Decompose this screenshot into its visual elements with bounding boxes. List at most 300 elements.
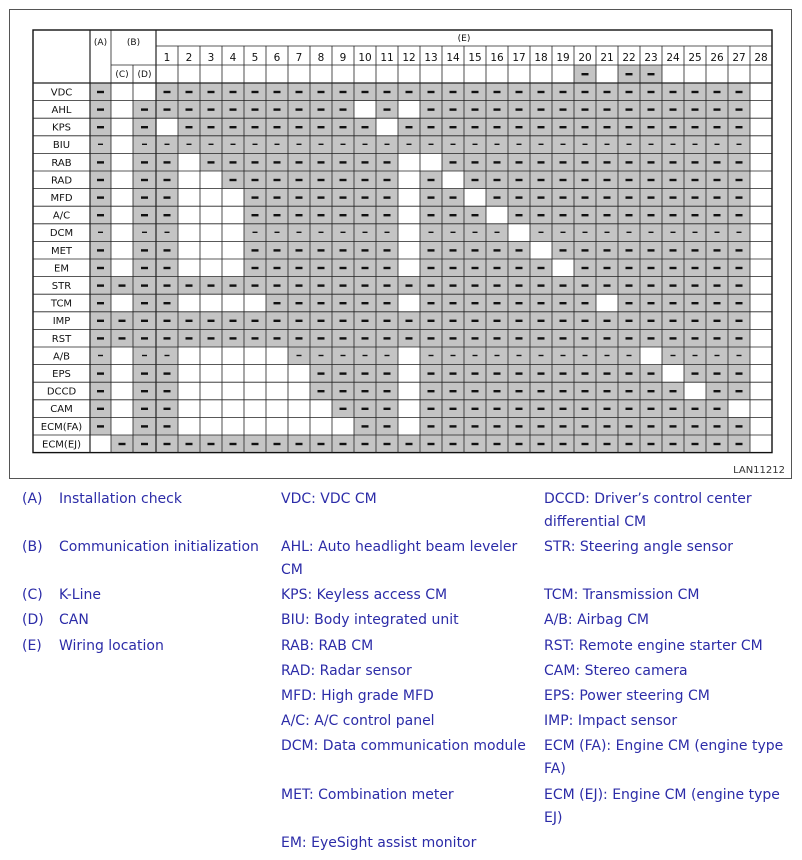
dash-mark bbox=[670, 302, 677, 304]
dash-mark bbox=[670, 161, 677, 163]
column-number: 17 bbox=[512, 52, 526, 64]
dash-mark bbox=[604, 249, 611, 251]
dash-mark bbox=[494, 408, 501, 410]
header-c: (C) bbox=[115, 70, 129, 80]
dash-mark bbox=[230, 179, 237, 181]
dash-mark bbox=[692, 161, 699, 163]
dash-mark bbox=[119, 320, 126, 322]
dash-mark bbox=[428, 108, 435, 110]
dash-mark bbox=[736, 284, 743, 286]
dash-mark bbox=[186, 337, 193, 339]
dash-mark bbox=[582, 249, 589, 251]
row-label: VDC bbox=[50, 87, 73, 99]
dash-mark bbox=[318, 249, 325, 251]
dash-mark bbox=[472, 108, 479, 110]
dash-mark bbox=[582, 302, 589, 304]
dash-mark bbox=[428, 196, 435, 198]
dash-mark bbox=[714, 196, 721, 198]
dash-mark bbox=[141, 126, 148, 128]
dash-mark bbox=[714, 91, 721, 93]
row-label: MFD bbox=[50, 193, 73, 204]
dash-mark bbox=[274, 91, 281, 93]
dash-mark bbox=[208, 161, 215, 163]
dash-mark bbox=[406, 443, 413, 445]
dash-mark bbox=[494, 108, 501, 110]
dash-mark bbox=[252, 179, 259, 181]
dash-mark bbox=[560, 179, 567, 181]
dash-mark bbox=[472, 443, 479, 445]
dash-mark bbox=[428, 443, 435, 445]
column-number: 20 bbox=[578, 52, 592, 64]
dash-mark bbox=[582, 126, 589, 128]
dash-mark bbox=[363, 355, 368, 356]
dash-mark bbox=[560, 408, 567, 410]
dash-mark bbox=[538, 425, 545, 427]
dash-mark bbox=[693, 232, 698, 233]
dash-mark bbox=[538, 126, 545, 128]
dash-mark bbox=[186, 91, 193, 93]
dash-mark bbox=[626, 267, 633, 269]
dash-mark bbox=[561, 232, 566, 233]
dash-mark bbox=[384, 284, 391, 286]
dash-mark bbox=[582, 425, 589, 427]
row-label: RAD bbox=[50, 175, 73, 187]
dash-mark bbox=[141, 337, 148, 339]
dash-mark bbox=[582, 196, 589, 198]
dash-mark bbox=[714, 443, 721, 445]
dash-mark bbox=[164, 214, 171, 216]
dash-mark bbox=[384, 302, 391, 304]
legend-text: CAN bbox=[59, 612, 89, 628]
dash-mark bbox=[516, 126, 523, 128]
dash-mark bbox=[318, 179, 325, 181]
dash-mark bbox=[604, 214, 611, 216]
dash-mark bbox=[516, 179, 523, 181]
dash-mark bbox=[671, 232, 676, 233]
dash-mark bbox=[450, 425, 457, 427]
dash-mark bbox=[362, 320, 369, 322]
dash-mark bbox=[363, 232, 368, 233]
dash-mark bbox=[692, 443, 699, 445]
dash-mark bbox=[141, 161, 148, 163]
dash-mark bbox=[516, 161, 523, 163]
dash-mark bbox=[164, 267, 171, 269]
dash-mark bbox=[164, 408, 171, 410]
dash-mark bbox=[98, 144, 103, 145]
dash-mark bbox=[472, 249, 479, 251]
dash-mark bbox=[428, 179, 435, 181]
dash-mark bbox=[714, 320, 721, 322]
dash-mark bbox=[648, 390, 655, 392]
dash-mark bbox=[231, 144, 236, 145]
dash-mark bbox=[605, 232, 610, 233]
dash-mark bbox=[626, 73, 633, 75]
dash-mark bbox=[429, 355, 434, 356]
dash-mark bbox=[583, 355, 588, 356]
dash-mark bbox=[141, 390, 148, 392]
row-label: KPS bbox=[52, 122, 71, 134]
row-label: TCM bbox=[50, 298, 73, 310]
dash-mark bbox=[97, 161, 104, 163]
dash-mark bbox=[428, 267, 435, 269]
dash-mark bbox=[560, 443, 567, 445]
dash-mark bbox=[692, 196, 699, 198]
dash-mark bbox=[604, 179, 611, 181]
dash-mark bbox=[604, 161, 611, 163]
dash-mark bbox=[164, 390, 171, 392]
column-number: 27 bbox=[732, 52, 746, 64]
row-label: CAM bbox=[50, 404, 73, 416]
abbreviation-item: AHL: Auto headlight beam leveler CM bbox=[281, 539, 518, 578]
dash-mark bbox=[252, 337, 259, 339]
dash-mark bbox=[670, 408, 677, 410]
dash-mark bbox=[670, 443, 677, 445]
dash-mark bbox=[340, 284, 347, 286]
dash-mark bbox=[494, 179, 501, 181]
dash-mark bbox=[362, 443, 369, 445]
dash-mark bbox=[252, 214, 259, 216]
dash-mark bbox=[297, 232, 302, 233]
dash-mark bbox=[670, 196, 677, 198]
dash-mark bbox=[649, 144, 654, 145]
dash-mark bbox=[141, 302, 148, 304]
dash-mark bbox=[693, 355, 698, 356]
dash-mark bbox=[209, 144, 214, 145]
dash-mark bbox=[340, 267, 347, 269]
dash-mark bbox=[692, 337, 699, 339]
dash-mark bbox=[450, 267, 457, 269]
dash-mark bbox=[362, 161, 369, 163]
dash-mark bbox=[538, 408, 545, 410]
dash-mark bbox=[604, 390, 611, 392]
dash-mark bbox=[604, 408, 611, 410]
dash-mark bbox=[582, 408, 589, 410]
dash-mark bbox=[362, 408, 369, 410]
dash-mark bbox=[670, 337, 677, 339]
dash-mark bbox=[141, 425, 148, 427]
dash-mark bbox=[560, 161, 567, 163]
dash-mark bbox=[97, 390, 104, 392]
dash-mark bbox=[296, 108, 303, 110]
dash-mark bbox=[451, 355, 456, 356]
dash-mark bbox=[714, 425, 721, 427]
dash-mark bbox=[450, 408, 457, 410]
dash-mark bbox=[164, 302, 171, 304]
dash-mark bbox=[297, 355, 302, 356]
dash-mark bbox=[340, 249, 347, 251]
dash-mark bbox=[406, 284, 413, 286]
dash-mark bbox=[164, 337, 171, 339]
connection-matrix bbox=[10, 10, 791, 478]
column-number: 13 bbox=[424, 52, 438, 64]
column-number: 5 bbox=[251, 52, 259, 64]
dash-mark bbox=[297, 144, 302, 145]
header-e: (E) bbox=[457, 34, 471, 44]
dash-mark bbox=[318, 372, 325, 374]
dash-mark bbox=[450, 302, 457, 304]
dash-mark bbox=[318, 161, 325, 163]
dash-mark bbox=[252, 320, 259, 322]
dash-mark bbox=[384, 108, 391, 110]
dash-mark bbox=[429, 144, 434, 145]
column-number: 28 bbox=[754, 52, 768, 64]
dash-mark bbox=[165, 232, 170, 233]
dash-mark bbox=[472, 302, 479, 304]
dash-mark bbox=[736, 91, 743, 93]
dash-mark bbox=[141, 196, 148, 198]
dash-mark bbox=[538, 179, 545, 181]
dash-mark bbox=[604, 91, 611, 93]
dash-mark bbox=[516, 337, 523, 339]
dash-mark bbox=[715, 355, 720, 356]
dash-mark bbox=[384, 390, 391, 392]
dash-mark bbox=[494, 443, 501, 445]
dash-mark bbox=[605, 144, 610, 145]
dash-mark bbox=[516, 443, 523, 445]
dash-mark bbox=[208, 337, 215, 339]
dash-mark bbox=[560, 91, 567, 93]
dash-mark bbox=[494, 91, 501, 93]
legend-text: Installation check bbox=[59, 491, 182, 507]
dash-mark bbox=[450, 126, 457, 128]
dash-mark bbox=[141, 372, 148, 374]
dash-mark bbox=[516, 249, 523, 251]
dash-mark bbox=[406, 91, 413, 93]
dash-mark bbox=[340, 126, 347, 128]
dash-mark bbox=[648, 284, 655, 286]
dash-mark bbox=[648, 91, 655, 93]
dash-mark bbox=[736, 443, 743, 445]
dash-mark bbox=[516, 214, 523, 216]
dash-mark bbox=[736, 320, 743, 322]
dash-mark bbox=[582, 443, 589, 445]
dash-mark bbox=[604, 425, 611, 427]
dash-mark bbox=[670, 390, 677, 392]
dash-mark bbox=[671, 144, 676, 145]
dash-mark bbox=[692, 284, 699, 286]
dash-mark bbox=[164, 161, 171, 163]
dash-mark bbox=[186, 284, 193, 286]
column-number: 2 bbox=[185, 52, 193, 64]
legend-text: K-Line bbox=[59, 587, 101, 603]
abbreviation-item: RAD: Radar sensor bbox=[281, 663, 412, 679]
dash-mark bbox=[186, 126, 193, 128]
dash-mark bbox=[472, 284, 479, 286]
column-number: 19 bbox=[556, 52, 570, 64]
dash-mark bbox=[230, 126, 237, 128]
dash-mark bbox=[319, 232, 324, 233]
dash-mark bbox=[736, 179, 743, 181]
dash-mark bbox=[274, 126, 281, 128]
dash-mark bbox=[560, 196, 567, 198]
row-label: IMP bbox=[52, 316, 71, 328]
dash-mark bbox=[252, 196, 259, 198]
dash-mark bbox=[670, 91, 677, 93]
column-number: 21 bbox=[600, 52, 614, 64]
dash-mark bbox=[648, 337, 655, 339]
dash-mark bbox=[627, 144, 632, 145]
dash-mark bbox=[582, 91, 589, 93]
dash-mark bbox=[296, 161, 303, 163]
column-number: 8 bbox=[317, 52, 325, 64]
dash-mark bbox=[582, 390, 589, 392]
dash-mark bbox=[296, 337, 303, 339]
dash-mark bbox=[253, 144, 258, 145]
dash-mark bbox=[539, 232, 544, 233]
dash-mark bbox=[538, 390, 545, 392]
dash-mark bbox=[648, 372, 655, 374]
dash-mark bbox=[450, 284, 457, 286]
dash-mark bbox=[516, 425, 523, 427]
dash-mark bbox=[165, 144, 170, 145]
dash-mark bbox=[494, 425, 501, 427]
dash-mark bbox=[494, 302, 501, 304]
dash-mark bbox=[649, 232, 654, 233]
dash-mark bbox=[494, 372, 501, 374]
dash-mark bbox=[340, 196, 347, 198]
dash-mark bbox=[671, 355, 676, 356]
dash-mark bbox=[648, 126, 655, 128]
dash-mark bbox=[97, 179, 104, 181]
dash-mark bbox=[362, 337, 369, 339]
dash-mark bbox=[450, 91, 457, 93]
column-number: 11 bbox=[380, 52, 394, 64]
dash-mark bbox=[538, 196, 545, 198]
dash-mark bbox=[252, 108, 259, 110]
dash-mark bbox=[539, 144, 544, 145]
dash-mark bbox=[428, 372, 435, 374]
dash-mark bbox=[604, 126, 611, 128]
dash-mark bbox=[450, 108, 457, 110]
dash-mark bbox=[516, 408, 523, 410]
dash-mark bbox=[737, 144, 742, 145]
dash-mark bbox=[97, 408, 104, 410]
dash-mark bbox=[517, 144, 522, 145]
column-number: 25 bbox=[688, 52, 702, 64]
dash-mark bbox=[582, 284, 589, 286]
dash-mark bbox=[692, 249, 699, 251]
dash-mark bbox=[97, 337, 104, 339]
dash-mark bbox=[142, 232, 147, 233]
dash-mark bbox=[538, 161, 545, 163]
column-number: 16 bbox=[490, 52, 504, 64]
dash-mark bbox=[648, 425, 655, 427]
dash-mark bbox=[495, 355, 500, 356]
dash-mark bbox=[450, 443, 457, 445]
dash-mark bbox=[341, 144, 346, 145]
dash-mark bbox=[362, 196, 369, 198]
dash-mark bbox=[714, 126, 721, 128]
dash-mark bbox=[385, 355, 390, 356]
dash-mark bbox=[626, 249, 633, 251]
abbreviation-item: ECM (FA): Engine CM (engine type FA) bbox=[544, 738, 784, 777]
dash-mark bbox=[626, 91, 633, 93]
column-number: 9 bbox=[339, 52, 347, 64]
dash-mark bbox=[208, 108, 215, 110]
dash-mark bbox=[362, 425, 369, 427]
dash-mark bbox=[737, 232, 742, 233]
dash-mark bbox=[626, 390, 633, 392]
dash-mark bbox=[736, 425, 743, 427]
dash-mark bbox=[296, 302, 303, 304]
dash-mark bbox=[384, 249, 391, 251]
figure-code: LAN11212 bbox=[733, 465, 785, 476]
dash-mark bbox=[538, 108, 545, 110]
dash-mark bbox=[626, 196, 633, 198]
abbreviation-item: TCM: Transmission CM bbox=[544, 587, 700, 603]
dash-mark bbox=[141, 179, 148, 181]
row-label: A/C bbox=[52, 210, 71, 222]
dash-mark bbox=[230, 108, 237, 110]
dash-mark bbox=[626, 161, 633, 163]
abbreviation-item: STR: Steering angle sensor bbox=[544, 539, 734, 555]
dash-mark bbox=[429, 232, 434, 233]
abbreviation-item: VDC: VDC CM bbox=[281, 491, 377, 507]
abbreviation-item: RST: Remote engine starter CM bbox=[544, 638, 763, 654]
dash-mark bbox=[472, 91, 479, 93]
dash-mark bbox=[582, 161, 589, 163]
abbreviation-item: A/C: A/C control panel bbox=[281, 713, 435, 729]
dash-mark bbox=[230, 161, 237, 163]
column-number: 26 bbox=[710, 52, 724, 64]
dash-mark bbox=[538, 337, 545, 339]
dash-mark bbox=[516, 390, 523, 392]
dash-mark bbox=[626, 284, 633, 286]
dash-mark bbox=[450, 196, 457, 198]
dash-mark bbox=[539, 355, 544, 356]
dash-mark bbox=[472, 214, 479, 216]
dash-mark bbox=[318, 91, 325, 93]
dash-mark bbox=[384, 408, 391, 410]
column-number: 7 bbox=[295, 52, 303, 64]
dash-mark bbox=[208, 284, 215, 286]
dash-mark bbox=[428, 91, 435, 93]
dash-mark bbox=[119, 284, 126, 286]
column-number: 24 bbox=[666, 52, 680, 64]
dash-mark bbox=[164, 284, 171, 286]
dash-mark bbox=[736, 390, 743, 392]
dash-mark bbox=[473, 232, 478, 233]
dash-mark bbox=[384, 214, 391, 216]
dash-mark bbox=[516, 320, 523, 322]
dash-mark bbox=[626, 337, 633, 339]
dash-mark bbox=[341, 355, 346, 356]
dash-mark bbox=[670, 267, 677, 269]
dash-mark bbox=[274, 267, 281, 269]
dash-mark bbox=[296, 126, 303, 128]
dash-mark bbox=[516, 196, 523, 198]
dash-mark bbox=[208, 443, 215, 445]
dash-mark bbox=[141, 408, 148, 410]
dash-mark bbox=[252, 161, 259, 163]
dash-mark bbox=[384, 372, 391, 374]
dash-mark bbox=[693, 144, 698, 145]
dash-mark bbox=[274, 284, 281, 286]
dash-mark bbox=[648, 443, 655, 445]
column-number: 10 bbox=[358, 52, 372, 64]
dash-mark bbox=[605, 355, 610, 356]
dash-mark bbox=[97, 372, 104, 374]
row-label: STR bbox=[51, 281, 72, 292]
dash-mark bbox=[714, 284, 721, 286]
dash-mark bbox=[384, 425, 391, 427]
dash-mark bbox=[538, 91, 545, 93]
dash-mark bbox=[141, 320, 148, 322]
dash-mark bbox=[274, 108, 281, 110]
dash-mark bbox=[119, 443, 126, 445]
dash-mark bbox=[319, 355, 324, 356]
dash-mark bbox=[142, 144, 147, 145]
